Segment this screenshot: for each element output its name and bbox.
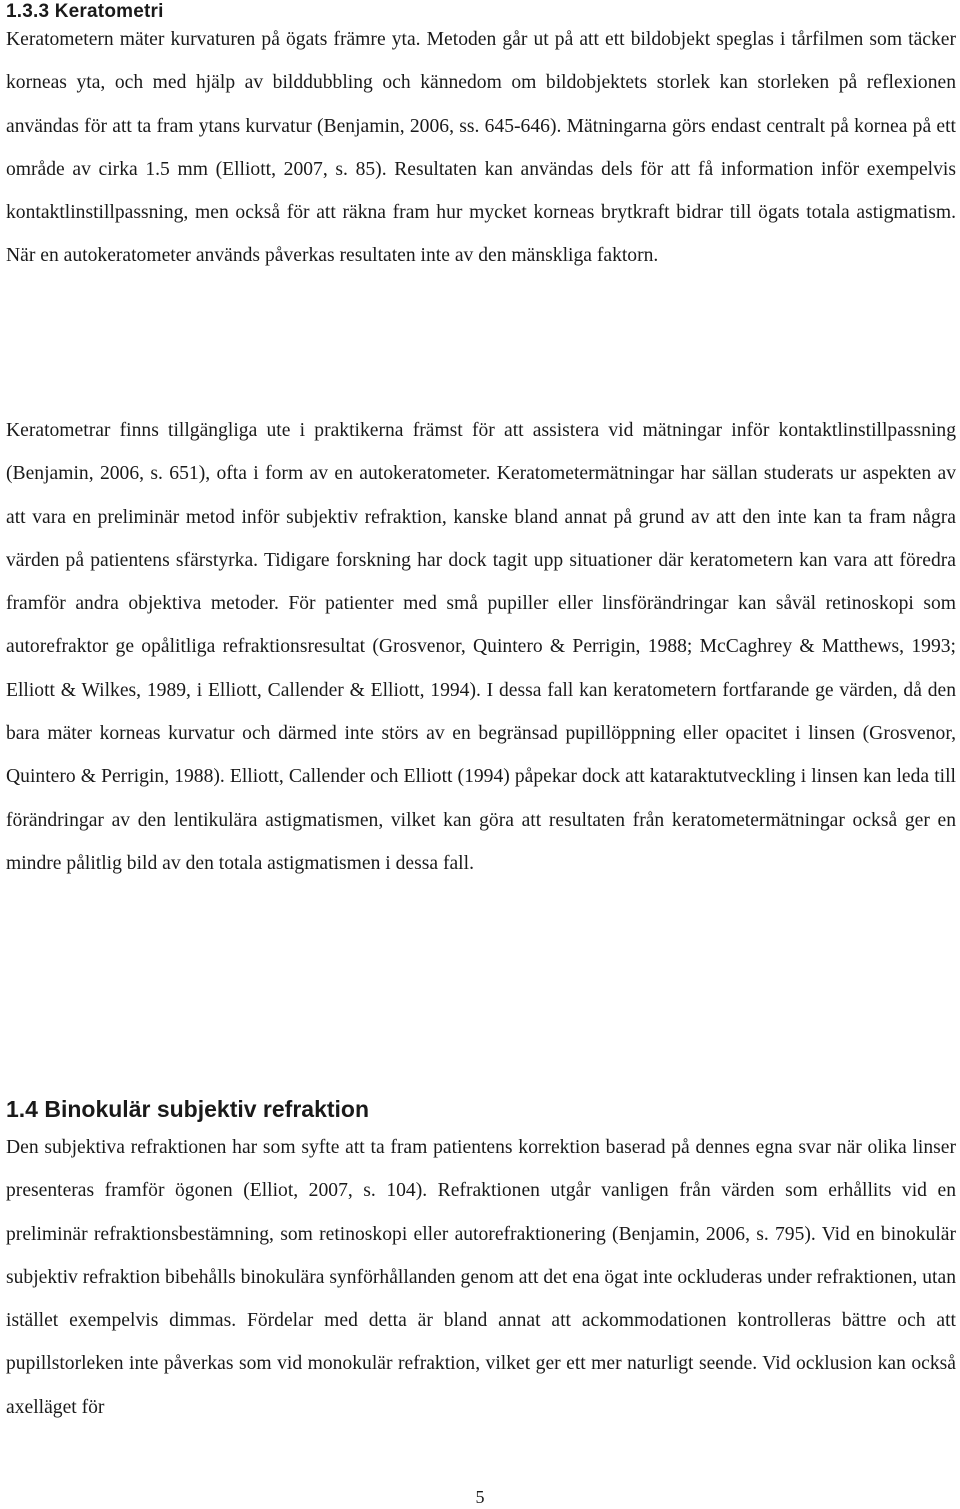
paragraph-binokular-1: Den subjektiva refraktionen har som syfte att ta fram patientens korrektion baserad på dennes egna svar när olika linser presenteras framför ögonen (Elliot, 2007, s. 104). Refraktionen utgår vanligen från värden som erhållits vid en preliminär refraktionsbestämning, som retinoskopi eller autorefraktionering (Benjamin, 2006, s. 795). Vid en binokulär subjektiv refraktion bibehålls binokulära synförhållanden genom att det ena ögat inte ockluderas under refraktionen, utan istället exempelvis dimmas. Fördelar med detta är bland annat att ackommodationen kontrolleras bättre och att pupillstorleken inte påverkas som vid monokulär refraktion, vilket ger ett mer naturligt seende. Vid ocklusion kan också axelläget för [6,1137,956,1418]
paragraph-keratometri-2: Keratometrar finns tillgängliga ute i praktikerna främst för att assistera vid mätningar inför kontaktlinstillpassning (Benjamin, 2006, s. 651), ofta i form av en autokeratometer. Keratometermätningar har sällan studerats ur aspekten av att vara en preliminär metod inför subjektiv refraktion, kanske bland annat på grund av att den inte kan ta fram några värden på patientens sfärstyrka. Tidigare forskning har dock tagit upp situationer där keratometern kan vara att föredra framför andra objektiva metoder. För patienter med små pupiller eller linsförändringar kan såväl retinoskopi som autorefraktor ge opålitliga refraktionsresultat (Grosvenor, Quintero & Perrigin, 1988; McCaghrey & Matthews, 1993; Elliott & Wilkes, 1989, i Elliott, Callender & Elliott, 1994). I dessa fall kan keratometern fortfarande ge värden, då den bara mäter korneas kurvatur och därmed inte störs av en begränsad pupillöppning eller opacitet i linsen (Grosvenor, Quintero & Perrigin, 1988). Elliott, Callender och Elliott (1994) påpekar dock att kataraktutveckling i linsen kan leda till förändringar av den lentikulära astigmatismen, vilket kan göra att resultaten från keratometermätningar också ger en mindre pålitlig bild av den totala astigmatismen i dessa fall. [6,420,956,874]
document-page [6,0,956,1418]
paragraph-keratometri-1: Keratometern mäter kurvaturen på ögats främre yta. Metoden går ut på att ett bildobjekt speglas i tårfilmen som täcker korneas yta, och med hjälp av bilddubbling och kännedom om bildobjektets storlek kan storleken på reflexionen användas för att ta fram ytans kurvatur (Benjamin, 2006, ss. 645-646). Mätningarna görs endast centralt på kornea på ett område av cirka 1.5 mm (Elliott, 2007, s. 85). Resultaten kan användas dels för att få information inför exempelvis kontaktlinstillpassning, men också för att räkna fram hur mycket korneas brytkraft bidrar till ögats totala astigmatism. När en autokeratometer används påverkas resultaten inte av den mänskliga faktorn. [6,29,956,267]
page-number: 5 [475,1487,485,1507]
section-heading-binokular: 1.4 Binokulär subjektiv refraktion [6,1096,370,1122]
section-heading-keratometri: 1.3.3 Keratometri [6,1,164,22]
